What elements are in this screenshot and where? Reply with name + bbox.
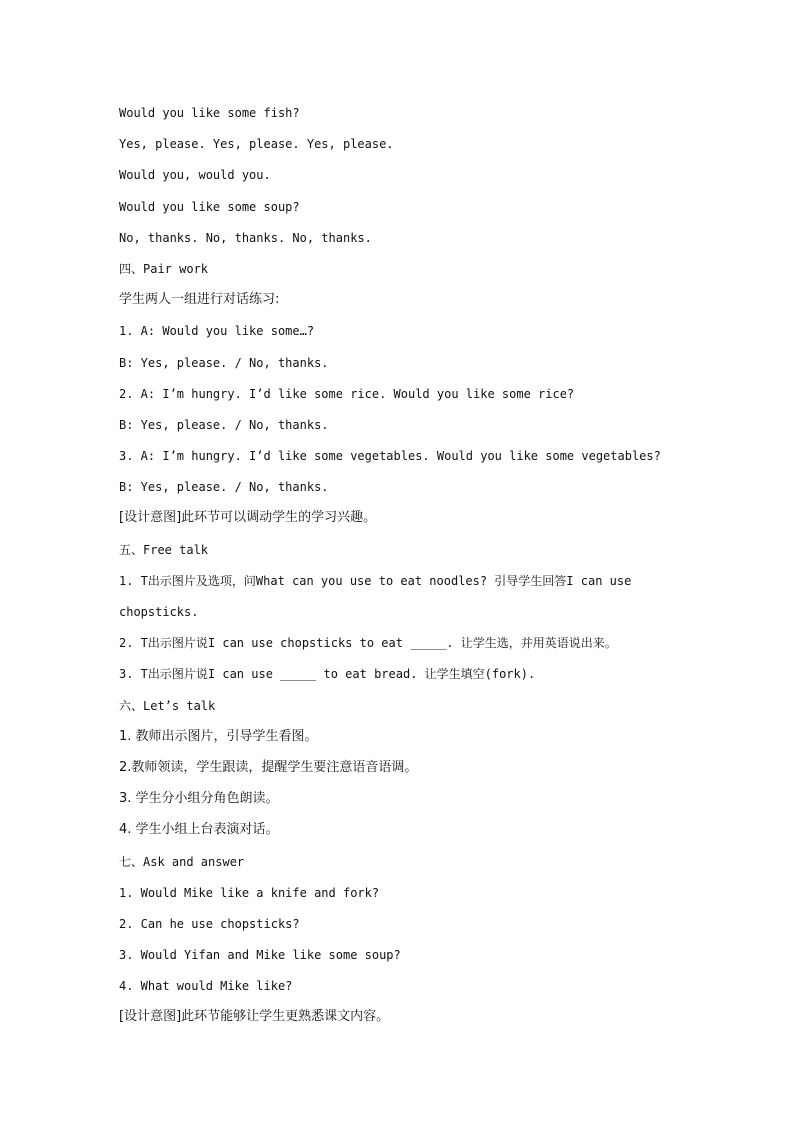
text-line: 4. 学生小组上台表演对话。 [119,822,279,838]
text-line: No, thanks. No, thanks. No, thanks. [119,230,372,245]
design-intent-note: [设计意图]此环节可以调动学生的学习兴趣。 [119,510,377,526]
section-heading-free-talk: 五、Free talk [119,542,209,557]
text-line: 3. 学生分小组分角色朗读。 [119,791,279,807]
text-line: 2. Can he use chopsticks? [119,916,300,931]
text-line: 1. T出示图片及选项，问What can you use to eat noodles? 引导学生回答I can use [119,573,632,588]
text-line: B: Yes, please. / No, thanks. [119,417,329,432]
text-line: 2. A: I’m hungry. I’d like some rice. Would you like some rice? [119,386,575,401]
text-line: Would you, would you. [119,168,271,183]
text-line: 1. Would Mike like a knife and fork? [119,885,380,900]
text-line: Yes, please. Yes, please. Yes, please. [119,137,394,152]
text-line: 1. A: Would you like some…? [119,324,315,339]
text-line: 3. Would Yifan and Mike like some soup? [119,948,401,963]
section-heading-pair-work: 四、Pair work [119,261,209,276]
text-line: chopsticks. [119,605,199,619]
text-line: 4. What would Mike like? [119,979,293,994]
text-line: 学生两人一组进行对话练习: [119,292,280,308]
text-line: B: Yes, please. / No, thanks. [119,355,329,370]
text-line: Would you like some soup? [119,199,300,214]
text-line: 2. T出示图片说I can use chopsticks to eat _____. 让学生选，并用英语说出来。 [119,636,617,651]
text-line: 3. T出示图片说I can use _____ to eat bread. 让学生填空(fork). [119,667,536,682]
text-line: Would you like some fish? [119,106,300,120]
text-line: 1. 教师出示图片，引导学生看图。 [119,728,318,744]
text-line: 2.教师领读，学生跟读，提醒学生要注意语音语调。 [119,759,418,775]
section-heading-ask-and-answer: 七、Ask and answer [119,854,245,869]
document-body [119,102,689,1038]
text-line: B: Yes, please. / No, thanks. [119,480,329,495]
text-line: 3. A: I’m hungry. I’d like some vegetables. Would you like some vegetables? [119,449,661,464]
design-intent-note: [设计意图]此环节能够让学生更熟悉课文内容。 [119,1009,390,1025]
section-heading-lets-talk: 六、Let’s talk [119,698,216,713]
